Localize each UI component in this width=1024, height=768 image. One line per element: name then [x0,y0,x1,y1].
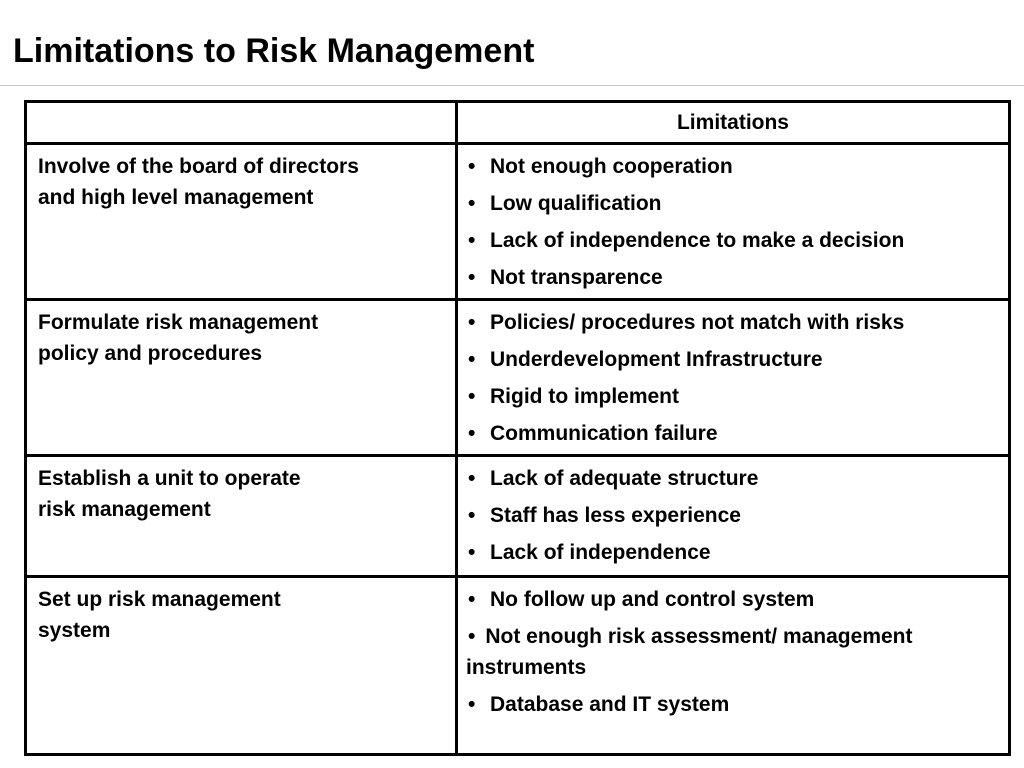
bullet-icon: • [468,385,476,408]
table-header-row [26,102,1010,144]
limitations-cell [457,577,1010,755]
limitation-text: Lack of independence to make a decision [490,229,905,252]
limitation-text: Database and IT system [490,693,730,716]
table-row [26,577,1010,755]
bullet-icon: • [468,422,476,445]
bullet-icon: • [468,504,476,527]
list-item [466,500,1002,531]
list-item [466,307,1002,338]
limitation-text: Rigid to implement [490,385,679,408]
bullet-icon: • [468,311,476,334]
table-row [26,300,1010,456]
bullet-icon: • [468,348,476,371]
list-item [466,151,1002,182]
limitation-text: No follow up and control system [490,588,815,611]
header-area-cell [26,102,457,144]
limitation-text: Not enough cooperation [490,155,733,178]
limitations-cell [457,300,1010,456]
area-label: Formulate risk management policy and procedures [38,311,319,365]
list-item [466,418,1002,449]
area-label: Involve of the board of directors and high level management [38,155,359,209]
limitation-text: Low qualification [490,192,662,215]
bullet-icon: • [468,229,476,252]
bullet-icon: • [468,693,476,716]
limitation-text: Not transparence [490,266,663,289]
title-divider [0,85,1024,86]
list-item [466,463,1002,494]
bullet-icon: • [468,625,476,648]
limitation-text: Policies/ procedures not match with risks [490,311,905,334]
table-row [26,456,1010,577]
bullet-icon: • [468,467,476,490]
limitations-list [466,307,1002,449]
limitation-text: Not enough risk assessment/ management instruments [466,625,913,679]
limitations-table [24,100,1011,756]
list-item [466,621,1002,683]
area-cell [26,577,457,755]
limitation-text: Underdevelopment Infrastructure [490,348,823,371]
list-item [466,225,1002,256]
area-label: Set up risk management system [38,588,281,642]
bullet-icon: • [468,192,476,215]
limitations-list [466,584,1002,720]
limitation-text: Lack of adequate structure [490,467,759,490]
list-item [466,537,1002,568]
limitation-text: Staff has less experience [490,504,741,527]
list-item [466,188,1002,219]
list-item [466,381,1002,412]
bullet-icon: • [468,266,476,289]
list-item [466,344,1002,375]
area-label: Establish a unit to operate risk management [38,467,301,521]
slide-title: Limitations to Risk Management [13,32,535,70]
limitations-list [466,151,1002,293]
limitations-cell [457,456,1010,577]
bullet-icon: • [468,588,476,611]
limitations-cell [457,144,1010,300]
area-cell [26,144,457,300]
limitation-text: Lack of independence [490,541,711,564]
area-cell [26,300,457,456]
bullet-icon: • [468,155,476,178]
area-cell [26,456,457,577]
header-limitations-cell: Limitations [457,102,1010,144]
list-item [466,262,1002,293]
limitation-text: Communication failure [490,422,718,445]
limitations-list [466,463,1002,568]
list-item [466,689,1002,720]
list-item [466,584,1002,615]
table-row [26,144,1010,300]
bullet-icon: • [468,541,476,564]
